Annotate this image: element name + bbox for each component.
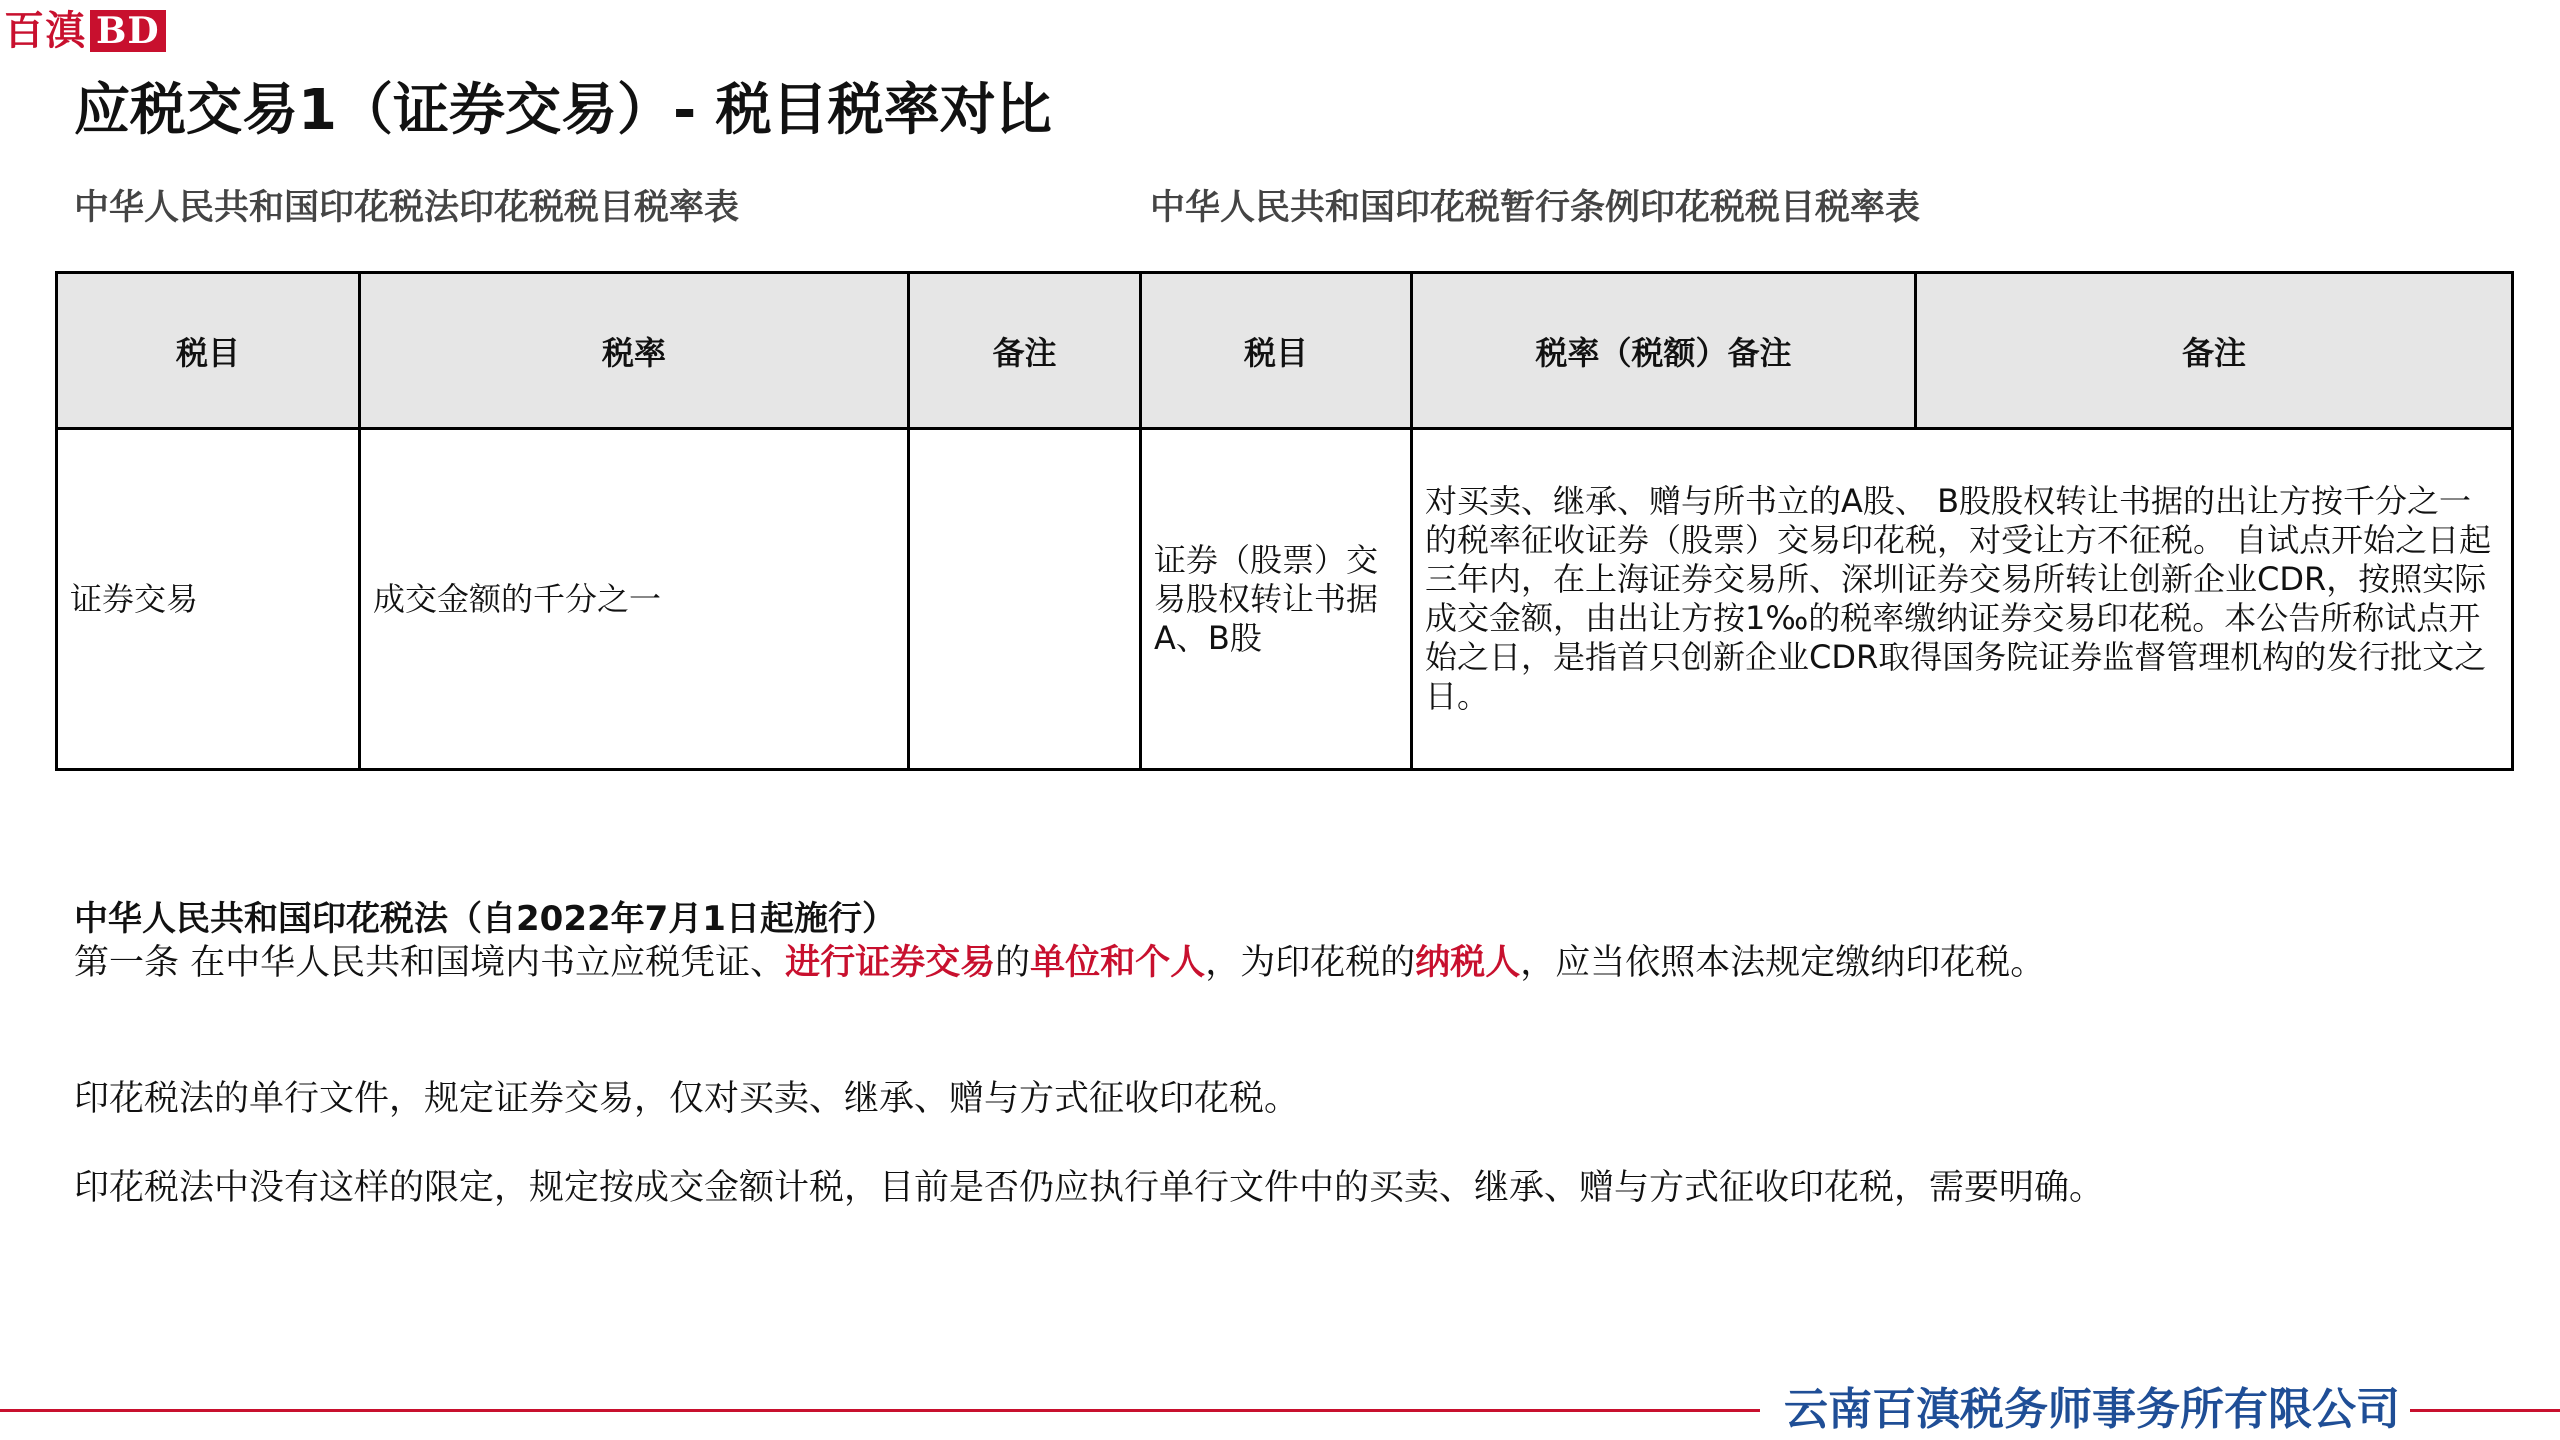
cell-tax-rate: 成交金额的千分之一 [360,429,909,770]
cell-remarks [909,429,1141,770]
header-tax-rate-old: 税率（税额）备注 [1412,273,1916,429]
article-text: 第一条 在中华人民共和国境内书立应税凭证、 [74,943,786,983]
article-text: ，应当依照本法规定缴纳印花税。 [1520,943,2046,983]
law-title: 中华人民共和国印花税法（自2022年7月1日起施行） [74,899,896,939]
page-title: 应税交易1（证券交易）- 税目税率对比 [74,78,1052,143]
table-subtitle-tax-law: 中华人民共和国印花税法印花税税目税率表 [74,188,740,228]
cell-tax-rate-remarks-old: 对买卖、继承、赠与所书立的A股、 B股股权转让书据的出让方按千分之一的税率征收证券（股票）交易印花税，对受让方不征税。 自试点开始之日起三年内，在上海证券交易所、深圳证券交易所转让创新企业CDR，按照实际成交金额，由出让方按1‰的税率缴纳证券交易印花税。本公告所称试点开始之日，是指首只创新企业CDR取得国务院证券监督管理机构的发行批文之日。 [1412,429,2513,770]
highlight-taxpayer: 纳税人 [1415,943,1521,983]
cell-tax-item: 证券交易 [57,429,360,770]
header-remarks: 备注 [909,273,1141,429]
article-text: ，为印花税的 [1205,943,1416,983]
table-subtitle-provisional-regulations: 中华人民共和国印花税暂行条例印花税税目税率表 [1150,188,1921,228]
table-row [57,429,2513,770]
header-tax-rate: 税率 [360,273,909,429]
table-header-row [57,273,2513,429]
logo-text: 百滇 [4,8,86,54]
highlight-entities-individuals: 单位和个人 [1030,943,1206,983]
header-tax-item-old: 税目 [1141,273,1412,429]
logo-badge: BD [90,10,166,52]
company-logo [4,8,166,54]
article-text: 的 [995,943,1031,983]
header-remarks-old: 备注 [1916,273,2513,429]
note-paragraph-2: 印花税法中没有这样的限定，规定按成交金额计税，目前是否仍应执行单行文件中的买卖、继承、赠与方式征收印花税，需要明确。 [74,1168,2105,1208]
footer-divider-left [0,1409,1760,1412]
law-article-1 [74,940,2045,986]
note-paragraph-1: 印花税法的单行文件，规定证券交易，仅对买卖、继承、赠与方式征收印花税。 [74,1079,1300,1119]
header-tax-item: 税目 [57,273,360,429]
tax-rate-comparison-table [55,271,2514,771]
cell-tax-item-old: 证券（股票）交易股权转让书据A、B股 [1141,429,1412,770]
highlight-securities-trading: 进行证券交易 [785,943,996,983]
footer-company-name: 云南百滇税务师事务所有限公司 [1784,1384,2400,1435]
footer-divider-right [2410,1409,2560,1412]
